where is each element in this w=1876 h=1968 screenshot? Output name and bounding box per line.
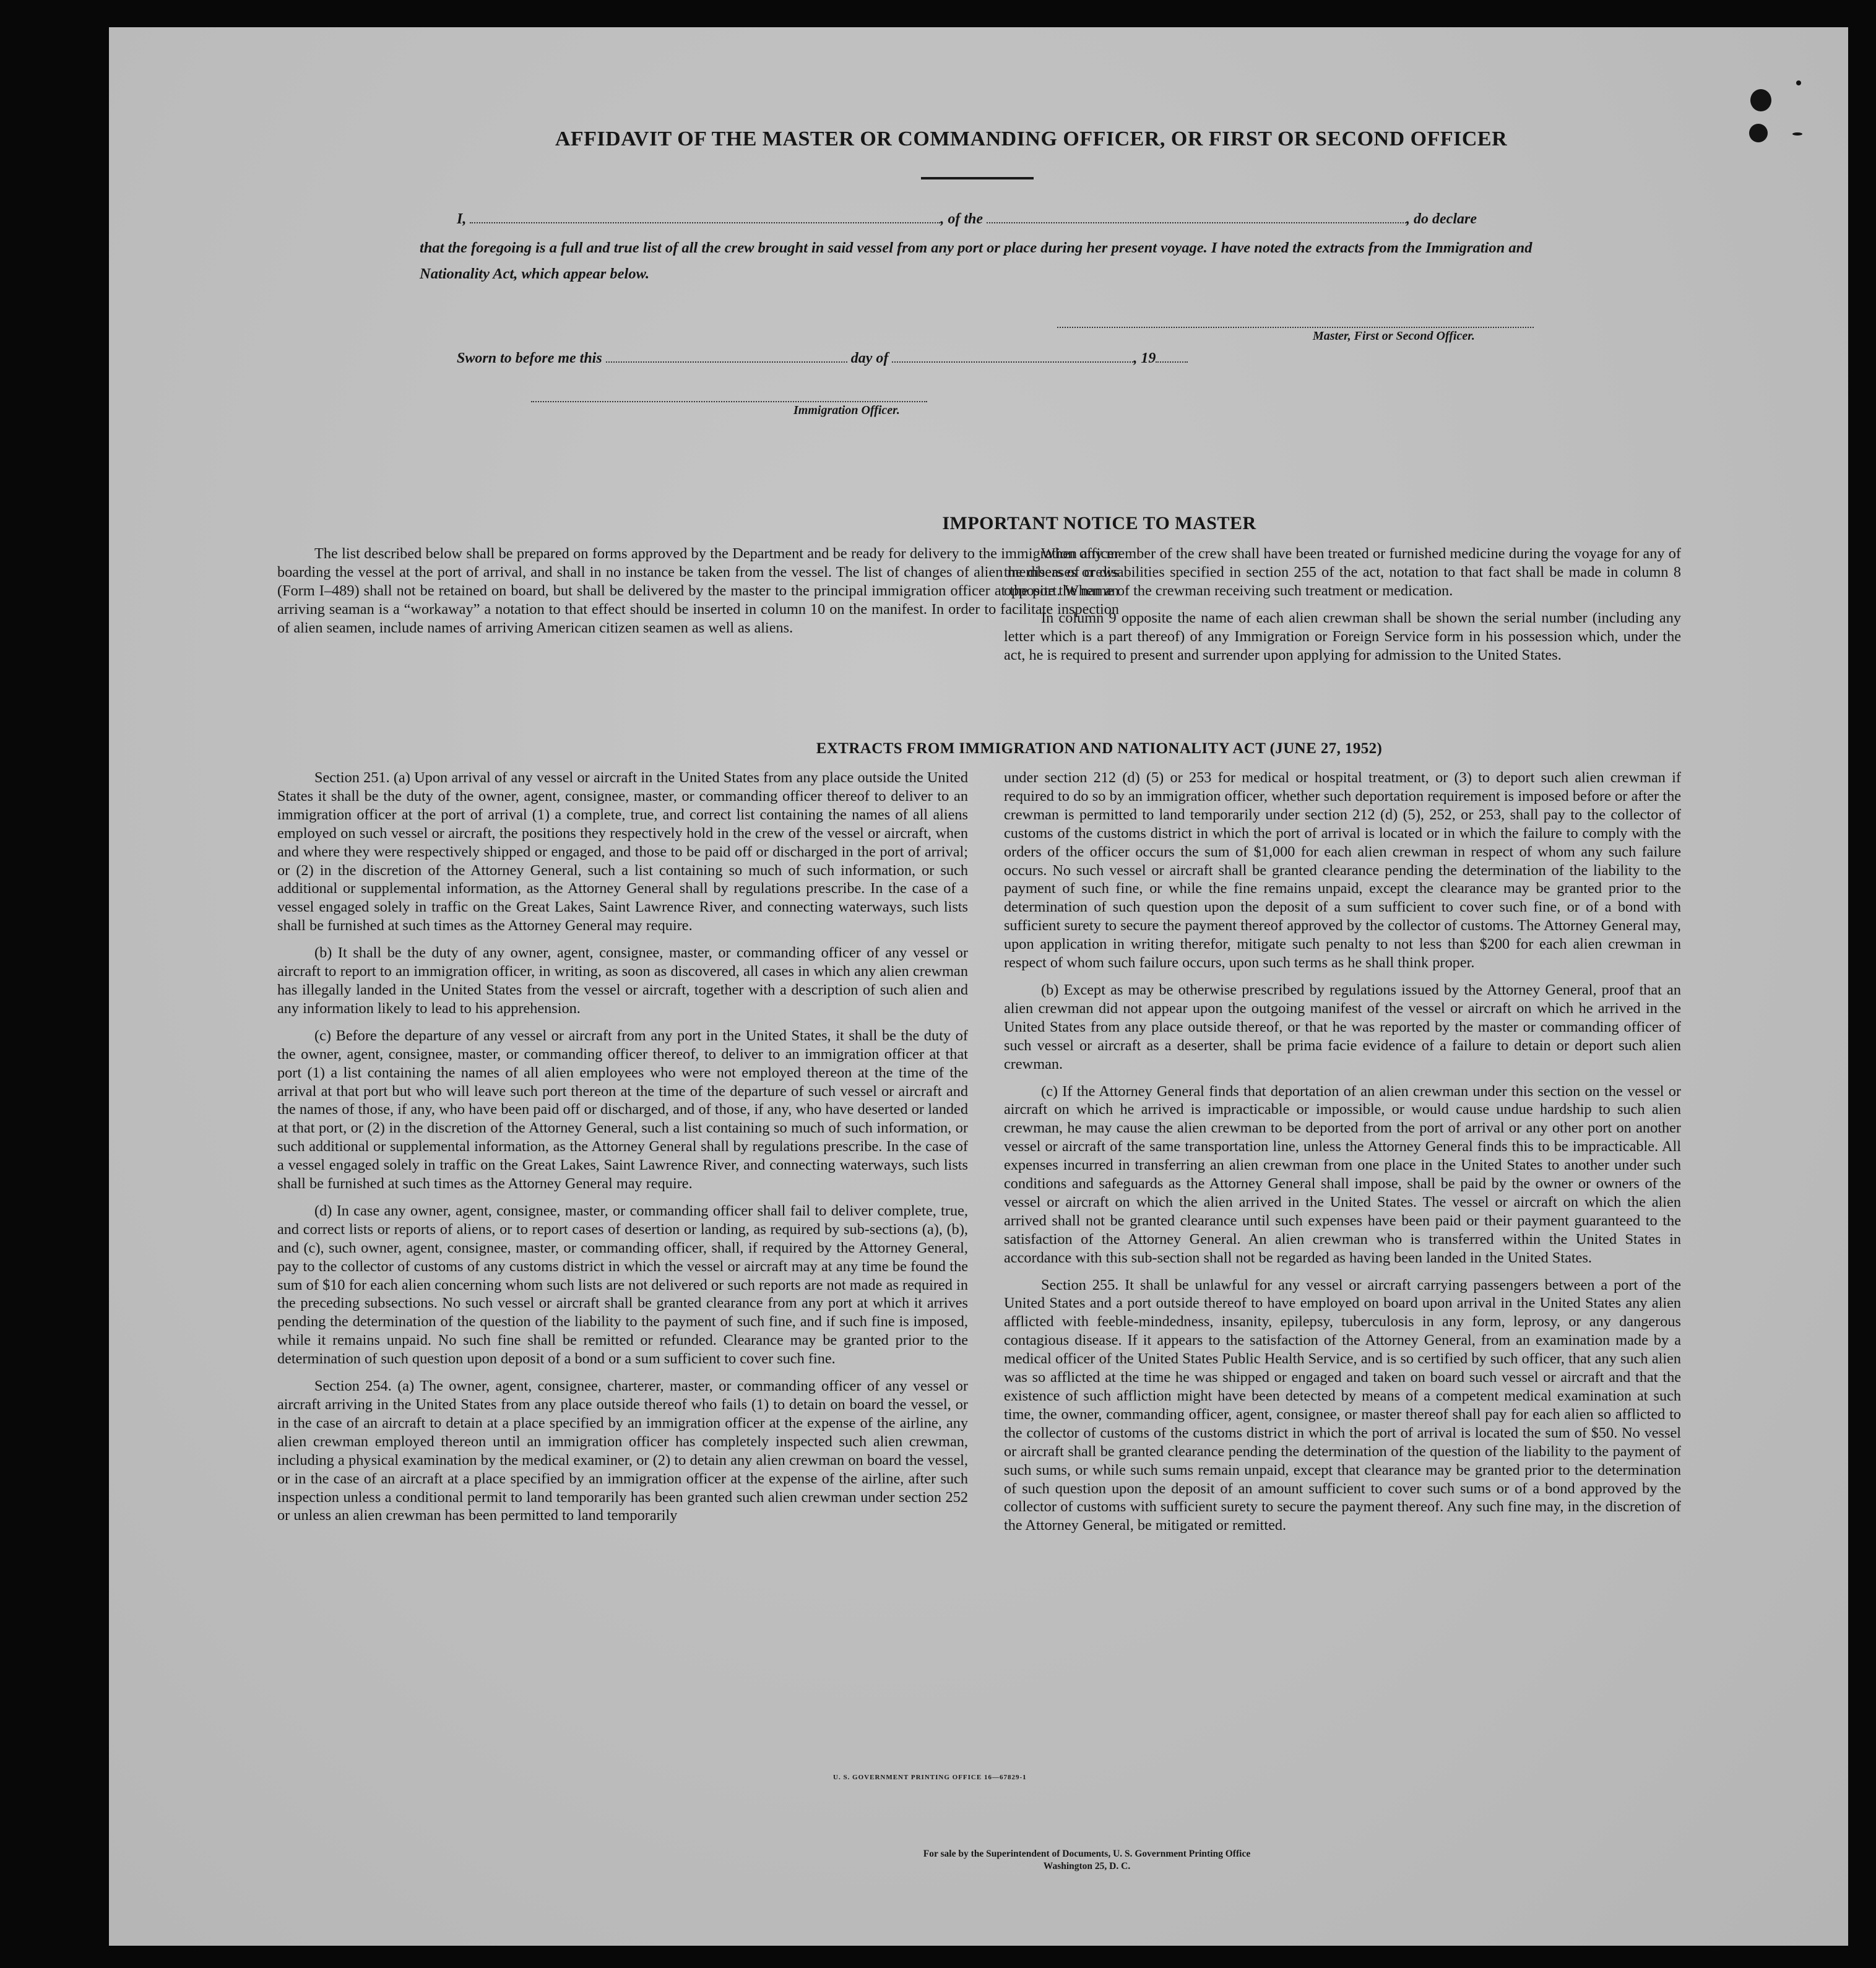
sworn-line — [457, 349, 1188, 367]
section-255: Section 255. It shall be unlawful for any vessel or aircraft carrying passengers between a port of the United States and a port outside thereof to have employed on board upon arrival in the United States any alien afflicted with feeble-mindedness, insanity, epilepsy, tuberculosis in any form, leprosy, or any dangerous contagious disease. If it appears to the satisfaction of the Attorney General, from an examination made by a medical officer of the United States Public Health Service, and is so certified by such officer, that any such alien was so afflicted at the time he was shipped or engaged and taken on board such vessel or aircraft and that the existence of such affliction might have been detected by means of a competent medical examination at such time, the owner, commanding officer, agent, consignee, or master thereof shall pay for each alien so afflicted to the collector of customs of the customs district in which the port of arrival is located the sum of $50. No vessel or aircraft shall be granted clearance pending the determination of the question of the liability to the payment of such sums, or while such sums remain unpaid, except that clearance may be granted prior to the determination of such question upon the deposit of an amount sufficient to cover such sums or of a bond approved by the collector of customs with sufficient surety to secure the payment thereof. Any such fine may, in the discretion of the Attorney General, be mitigated or remitted. — [1004, 1276, 1681, 1534]
title-rule — [921, 177, 1034, 179]
notice-title: IMPORTANT NOTICE TO MASTER — [942, 513, 1256, 533]
section-254-c: (c) If the Attorney General finds that deportation of an alien crewman under this section on the vessel or aircraft on which he arrived is impracticable or impossible, or would cause undue hardship to such alien crewman, he may cause the alien crewman to be deported from the port of arrival or any other port on another vessel or aircraft of the same transportation line, unless the Attorney General finds this to be impracticable. All expenses incurred in transferring an alien crewman from one place in the United States to another under such conditions and safeguards as the Attorney General shall impose, shall be paid by the owner or owners of the vessel or aircraft on which the alien arrived in the United States. The vessel or aircraft on which the alien arrived shall not be granted clearance until such expenses have been paid or their payment guaranteed to the satisfaction of the Attorney General. An alien crewman who is transferred within the United States in accordance with this sub-section shall not be regarded as having been landed in the United States. — [1004, 1082, 1681, 1266]
notice-right-paragraph-2: In column 9 opposite the name of each alien crewman shall be shown the serial number (including any letter which is a part thereof) of any Immigration or Foreign Service form in his possession which, under the act, he is required to present and surrender upon applying for admission to the United States. — [1004, 609, 1681, 663]
sworn-prefix: Sworn to before me this — [457, 350, 602, 366]
extracts-title: EXTRACTS FROM IMMIGRATION AND NATIONALITY ACT (JUNE 27, 1952) — [816, 740, 1383, 757]
section-251-b: (b) It shall be the duty of any owner, agent, consignee, master, or commanding officer of any vessel or aircraft to report to an immigration officer, in writing, as soon as discovered, all cases in which any alien crewman has illegally landed in the United States from the vessel or aircraft, together with a description of such alien and any information likely to lead to his apprehension. — [277, 944, 968, 1017]
section-251-d: (d) In case any owner, agent, consignee, master, or commanding officer shall fail to deliver complete, true, and correct lists or reports of aliens, or to report cases of desertion or landing, as required by sub-sections (a), (b), and (c), such owner, agent, consignee, master, or commanding officer, shall, if required by the Attorney General, pay to the collector of customs of any customs district in which the vessel or aircraft may at any time be found the sum of $10 for each alien concerning whom such lists are not delivered or such reports are not made as required in the preceding subsections. No such vessel or aircraft shall be granted clearance from any port at which it arrives pending the determination of the question of the liability to the payment of such fine, and if such fine is imposed, while it remains unpaid. No such fine shall be remitted or refunded. Clearance may be granted prior to the determination of such question upon deposit of a bond or a sum sufficient to cover such fine. — [277, 1202, 968, 1368]
section-254-b: (b) Except as may be otherwise prescribed by regulations issued by the Attorney General, proof that an alien crewman did not appear upon the outgoing manifest of the vessel or aircraft on which he arrived in the United States from any place outside thereof, or that he was reported by the master or commanding officer of such vessel or aircraft as a deserter, shall be prima facie evidence of a failure to detain or deport such alien crewman. — [1004, 981, 1681, 1072]
notice-right-column — [1004, 545, 1681, 664]
scan-speck — [1749, 124, 1768, 142]
section-254-a-continued: under section 212 (d) (5) or 253 for medical or hospital treatment, or (3) to deport such alien crewman if required to do so by an immigration officer, whether such deportation requirement is imposed before or after the crewman is permitted to land temporarily under section 212 (d) (5), 252, or 253, shall pay to the collector of customs of the customs district in which the port of arrival is located or in which the failure to comply with the orders of the officer occurs the sum of $1,000 for each alien crewman in respect of whom any such failure occurs. No such vessel or aircraft shall be granted clearance pending the determination of the liability to the payment of such fine, or while the fine remains unpaid, except the clearance may be granted prior to the determination of such question upon the deposit of a sum sufficient to cover such fine, or of a bond with sufficient surety to secure the payment thereof approved by the collector of customs. The Attorney General may, upon application in writing therefor, mitigate such penalty to not less than $200 for each alien crewman in respect of whom such failure occurs, upon such terms as he shall think proper. — [1004, 769, 1681, 972]
sworn-day-of-label: day of — [850, 350, 889, 366]
master-signature-line[interactable] — [1057, 327, 1534, 328]
extracts-right-column — [1004, 769, 1681, 1535]
section-251-a: Section 251. (a) Upon arrival of any vessel or aircraft in the United States from any place outside the United States it shall be the duty of the owner, agent, consignee, master, or commanding officer thereof to deliver to an immigration officer at the port of arrival (1) a complete, true, and correct list containing the names of all aliens employed on such vessel or aircraft, the positions they respectively hold in the crew of the vessel or aircraft, when and where they were respectively shipped or engaged, and those to be paid off or discharged in the port of arrival; or (2) in the discretion of the Attorney General, such a list containing so much of such information, or such additional or supplemental information, as the Attorney General shall by regulations prescribe. In the case of a vessel engaged solely in traffic on the Great Lakes, Saint Lawrence River, and connecting waterways, such lists shall be furnished at such times as the Attorney General may require. — [277, 769, 968, 934]
scan-speck — [1750, 89, 1771, 111]
affidavit-title: AFFIDAVIT OF THE MASTER OR COMMANDING OFFICER, OR FIRST OR SECOND OFFICER — [555, 127, 1508, 150]
scan-speck — [1796, 80, 1801, 85]
declarant-prefix: I, — [457, 211, 467, 227]
section-251-c: (c) Before the departure of any vessel or aircraft from any port in the United States, it shall be the duty of the owner, agent, consignee, master, or commanding officer thereof, to deliver to an immigration officer at that port (1) a list containing the names of all alien employees who were not employed thereon at the time of the arrival at that port but who will leave such port thereon at the time of the departure of such vessel or aircraft and the names of those, if any, who have been paid off or discharged, and of those, if any, who have deserted or landed at that port, or (2) in the discretion of the Attorney General, such a list containing so much of such information, or such additional or supplemental information, as the Attorney General shall by regulations prescribe. In the case of a vessel engaged solely in traffic on the Great Lakes, Saint Lawrence River, and connecting waterways, such lists shall be furnished at such times as the Attorney General may require. — [277, 1027, 968, 1193]
sworn-year-label: , 19 — [1133, 350, 1156, 366]
of-the-label: , of the — [940, 211, 983, 227]
sworn-year-field[interactable] — [1156, 349, 1188, 363]
section-254-a: Section 254. (a) The owner, agent, consignee, charterer, master, or commanding officer of any vessel or aircraft arriving in the United States from any place outside thereof who fails (1) to detain on board the vessel, or in the case of an aircraft to detain at a place specified by an immigration officer at the expense of the airline, any alien crewman employed thereon until an immigration officer has completely inspected such alien crewman, including a physical examination by the medical examiner, or (2) to detain any alien crewman on board the vessel, or in the case of an aircraft at a place specified by an immigration officer at the expense of the airline, after such inspection unless a conditional permit to land temporarily has been granted such alien crewman under section 252 or unless an alien crewman has been permitted to land temporarily — [277, 1378, 968, 1524]
scan-speck — [1792, 132, 1802, 136]
notice-left-column — [277, 545, 1119, 637]
for-sale-line-2: Washington 25, D. C. — [1043, 1861, 1131, 1871]
declaration-line — [457, 210, 1477, 228]
vessel-name-field[interactable] — [987, 210, 1406, 223]
sworn-day-field[interactable] — [606, 349, 847, 363]
master-caption: Master, First or Second Officer. — [1313, 329, 1475, 343]
officer-signature-line[interactable] — [531, 401, 927, 402]
sworn-month-field[interactable] — [892, 349, 1133, 363]
notice-right-paragraph-1: When any member of the crew shall have been treated or furnished medicine during the voyage for any of the diseases or disabilities specified in section 255 of the act, notation to that fact shall be made in column 8 opposite the name of the crewman receiving such treatment or medication. — [1004, 545, 1681, 599]
affidavit-statement: that the foregoing is a full and true list of all the crew brought in said vessel from any port or place during her present voyage. I have noted the extracts from the Immigration and Nationality Act, which appear below. — [420, 240, 1532, 282]
gpo-imprint: U. S. GOVERNMENT PRINTING OFFICE 16—67829-1 — [833, 1774, 1027, 1781]
do-declare-label: , do declare — [1406, 211, 1477, 227]
notice-left-paragraph: The list described below shall be prepared on forms approved by the Department and be ready for delivery to the immigration officer boarding the vessel at the port of arrival, and shall in no instance be taken from the vessel. The list of changes of alien members of crews (Form I–489) shall not be retained on board, but shall be delivered by the master to the principal immigration officer at the port. When an arriving seaman is a “workaway” a notation to that effect should be inserted in column 10 on the manifest. In order to facilitate inspection of alien seamen, include names of arriving American citizen seamen as well as aliens. — [277, 545, 1119, 636]
declarant-name-field[interactable] — [470, 210, 940, 223]
extracts-left-column — [277, 769, 968, 1525]
form-page — [109, 27, 1848, 1946]
officer-caption: Immigration Officer. — [793, 404, 900, 417]
for-sale-notice — [728, 1848, 1446, 1873]
for-sale-line-1: For sale by the Superintendent of Documents, U. S. Government Printing Office — [923, 1849, 1251, 1859]
